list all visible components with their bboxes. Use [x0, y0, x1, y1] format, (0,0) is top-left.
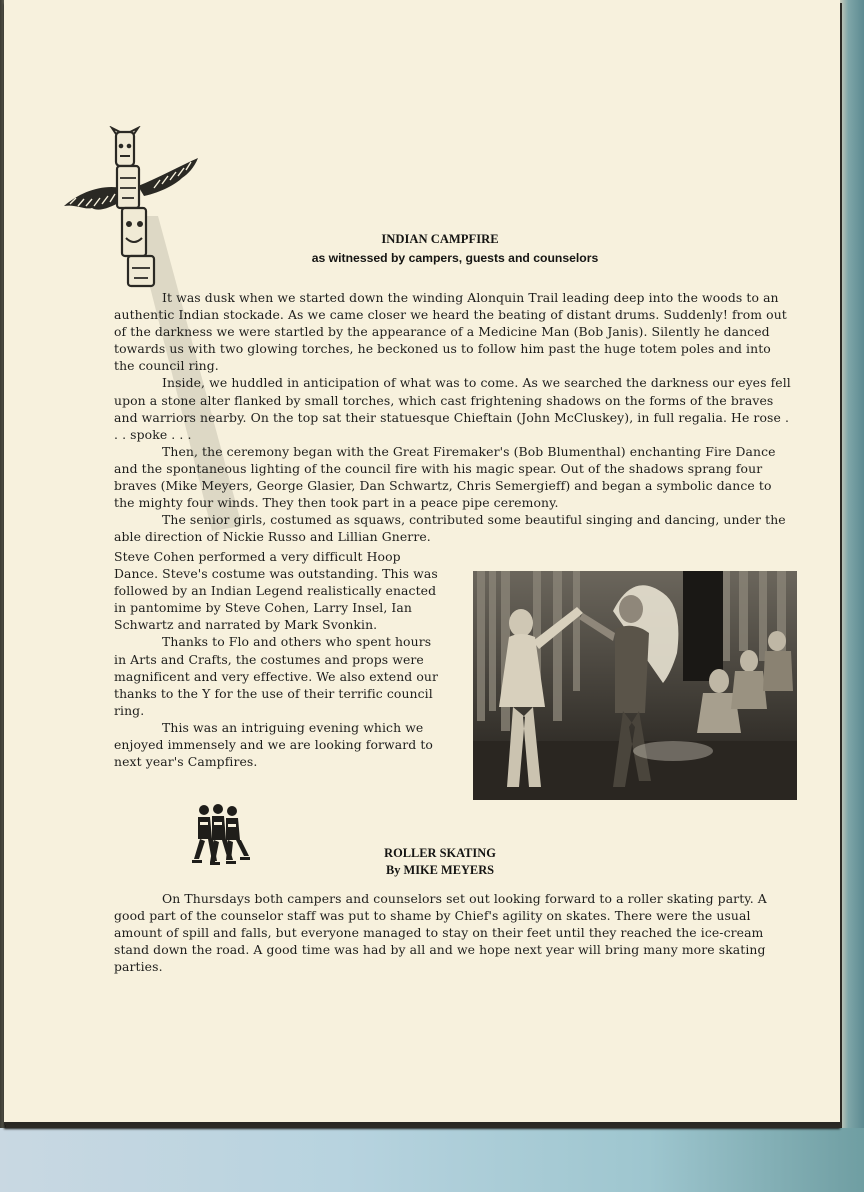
skating-paragraph: On Thursdays both campers and counselors set out looking forward to a roller skating party. A good part of the counselor staff was put to shame by Chief's agility on skates. There were the usual amount of spill and falls, but everyone managed to stay on their feet until they reached the ice-cream stand down the road. A good time was had by all and we hope next year will bring many more skating parties. — [114, 891, 767, 975]
skating-body — [114, 890, 794, 975]
campfire-paragraph: This was an intriguing evening which we enjoyed immensely and we are looking forward to next year's Campfires. — [114, 719, 433, 770]
campfire-paragraph: Steve Cohen performed a very difficult Hoop Dance. Steve's costume was outstanding. This was followed by an Indian Legend realistically enacted in pantomime by Steve Cohen, Larry Insel, Ian Schwartz and narrated by Mark Svonkin. — [114, 549, 438, 633]
skating-title: ROLLER SKATING — [384, 846, 496, 860]
campfire-paragraph: Inside, we huddled in anticipation of what was to come. As we searched the darkness our eyes fell upon a stone alter flanked by small torches, which cast frightening shadows on the forms of the braves and warriors nearby. On the top sat their statuesque Chieftain (John McCluskey), in full regalia. He rose . . . spoke . . . — [114, 375, 791, 442]
campfire-title: INDIAN CAMPFIRE — [381, 232, 499, 246]
campfire-paragraph: Thanks to Flo and others who spent hours in Arts and Crafts, the costumes and props were magnificent and very effective. We also extend our thanks to the Y for the use of their terrific council ring. — [114, 634, 439, 718]
campfire-column — [114, 548, 446, 770]
campfire-photo — [473, 571, 797, 800]
campfire-subtitle: as witnessed by campers, guests and counselors — [311, 251, 599, 265]
campfire-paragraph: It was dusk when we started down the winding Alonquin Trail leading deep into the woods to an authentic Indian stockade. As we came closer we heard the beating of distant drums. Suddenly! from out of the darkness we were startled by the appearance of a Medicine Man (Bob Janis). Silently he danced towards us with two glowing torches, he beckoned us to follow him past the huge totem poles and into the council ring. — [114, 290, 787, 374]
scanner-background — [0, 1128, 864, 1192]
campfire-paragraph: Then, the ceremony began with the Great Firemaker's (Bob Blumenthal) enchanting Fire Dance and the spontaneous lighting of the council fire with his magic spear. Out of the shadows sprang four braves (Mike Meyers, George Glasier, Dan Schwartz, Chris Semergieff) and began a symbolic dance to the mighty four winds. They then took part in a peace pipe ceremony. — [114, 443, 776, 511]
page-edge-shadow — [838, 0, 864, 1128]
roller-skaters-illustration — [190, 800, 252, 872]
skating-byline: By MIKE MEYERS — [385, 863, 495, 877]
campfire-paragraph: The senior girls, costumed as squaws, contributed some beautiful singing and dancing, under the able direction of Nickie Russo and Lillian Gnerre. — [114, 512, 786, 545]
campfire-body — [114, 289, 794, 545]
